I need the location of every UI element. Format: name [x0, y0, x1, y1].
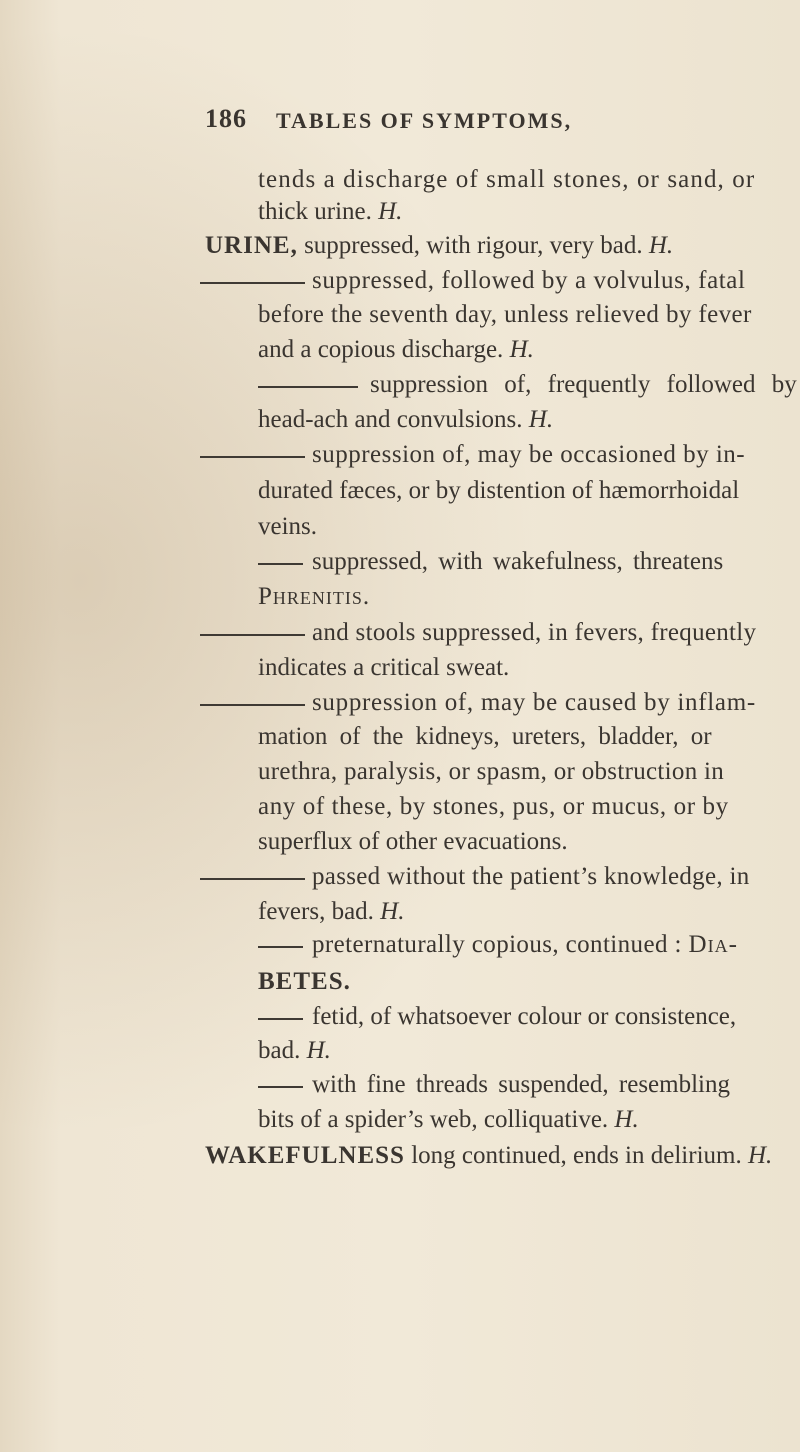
page-number: 186 — [205, 104, 247, 133]
text-line — [312, 930, 738, 960]
author-mark: H. — [380, 898, 405, 925]
text-span: suppression of, may be caused by inflam- — [312, 689, 756, 716]
text-line — [258, 405, 553, 435]
text-span: passed without the patient’s knowledge, in — [312, 863, 750, 890]
author-mark: H. — [378, 198, 403, 225]
author-mark: H. — [648, 232, 674, 259]
ditto-dash — [200, 456, 305, 458]
text-line — [258, 897, 404, 927]
text-span: suppressed, with rigour, very bad. — [304, 232, 643, 259]
text-line — [312, 1070, 730, 1100]
text-span: suppressed, with wakefulness, threatens — [312, 548, 724, 575]
text-line — [258, 1036, 331, 1066]
ditto-dash — [200, 634, 305, 636]
author-mark: H. — [528, 406, 554, 433]
text-line — [258, 197, 402, 227]
text-line — [258, 582, 370, 612]
text-line — [258, 967, 351, 997]
text-line — [312, 1002, 736, 1032]
ditto-dash — [258, 946, 303, 948]
text-line — [258, 300, 752, 330]
author-mark: H. — [614, 1106, 639, 1133]
text-span: suppression of, frequently followed by — [370, 371, 797, 398]
author-mark: H. — [306, 1037, 331, 1064]
text-line — [258, 827, 568, 857]
ditto-dash — [200, 878, 305, 880]
text-span: and stools suppressed, in fevers, frequently — [312, 619, 757, 646]
text-line — [312, 266, 746, 296]
text-line — [258, 165, 755, 195]
text-span: indicates a critical sweat. — [258, 654, 510, 681]
text-span: durated fæces, or by distention of hæmorrhoidal — [258, 477, 740, 504]
text-line — [312, 862, 750, 892]
text-line — [258, 722, 712, 752]
text-span: thick urine. — [258, 198, 372, 225]
text-span: and a copious discharge. — [258, 336, 504, 363]
ditto-dash — [258, 1018, 303, 1020]
text-span: urethra, paralysis, or spasm, or obstruction in — [258, 758, 725, 785]
text-line — [258, 476, 739, 506]
text-span: head-ach and convulsions. — [258, 406, 523, 433]
text-line — [258, 653, 509, 683]
entry-heading: URINE, — [205, 232, 298, 259]
ditto-dash — [258, 1086, 303, 1088]
text-line — [258, 1105, 639, 1135]
text-span: tends a discharge of small stones, or sand, or — [258, 166, 756, 193]
text-span: fetid, of whatsoever colour or consistence, — [312, 1003, 737, 1030]
text-span: veins. — [258, 513, 318, 540]
cross-reference: Dia- — [688, 931, 738, 958]
ditto-dash — [258, 563, 303, 565]
text-span: long continued, ends in delirium. — [411, 1142, 742, 1169]
text-span: before the seventh day, unless relieved by fever — [258, 301, 752, 328]
page-header — [205, 104, 765, 144]
cross-reference: Phrenitis. — [258, 583, 371, 610]
text-span: mation of the kidneys, ureters, bladder, or — [258, 723, 712, 750]
author-mark: H. — [509, 336, 534, 363]
ditto-dash — [200, 282, 305, 284]
text-span: superflux of other evacuations. — [258, 828, 568, 855]
entry-wakefulness — [205, 1141, 772, 1171]
text-line — [258, 335, 534, 365]
cross-reference: BETES. — [258, 968, 351, 995]
entry-heading: WAKEFULNESS — [205, 1142, 405, 1169]
text-line — [312, 688, 756, 718]
text-span: suppression of, may be occasioned by in- — [312, 441, 746, 468]
text-line — [312, 440, 745, 470]
text-span: any of these, by stones, pus, or mucus, or by — [258, 793, 729, 820]
ditto-dash — [200, 704, 305, 706]
running-title: TABLES OF SYMPTOMS, — [276, 108, 573, 133]
text-span: bad. — [258, 1037, 301, 1064]
entry-urine — [205, 231, 673, 261]
text-line — [258, 757, 724, 787]
text-span: preternaturally copious, continued : — [312, 931, 682, 958]
author-mark: H. — [747, 1142, 773, 1169]
text-line — [312, 547, 723, 577]
text-line — [258, 792, 729, 822]
ditto-dash — [258, 386, 358, 388]
text-line — [312, 618, 756, 648]
text-line — [370, 370, 797, 400]
text-span: fevers, bad. — [258, 898, 374, 925]
text-line — [258, 512, 317, 542]
text-span: with fine threads suspended, resembling — [312, 1071, 730, 1098]
text-span: suppressed, followed by a volvulus, fatal — [312, 267, 746, 294]
text-span: bits of a spider’s web, colliquative. — [258, 1106, 609, 1133]
